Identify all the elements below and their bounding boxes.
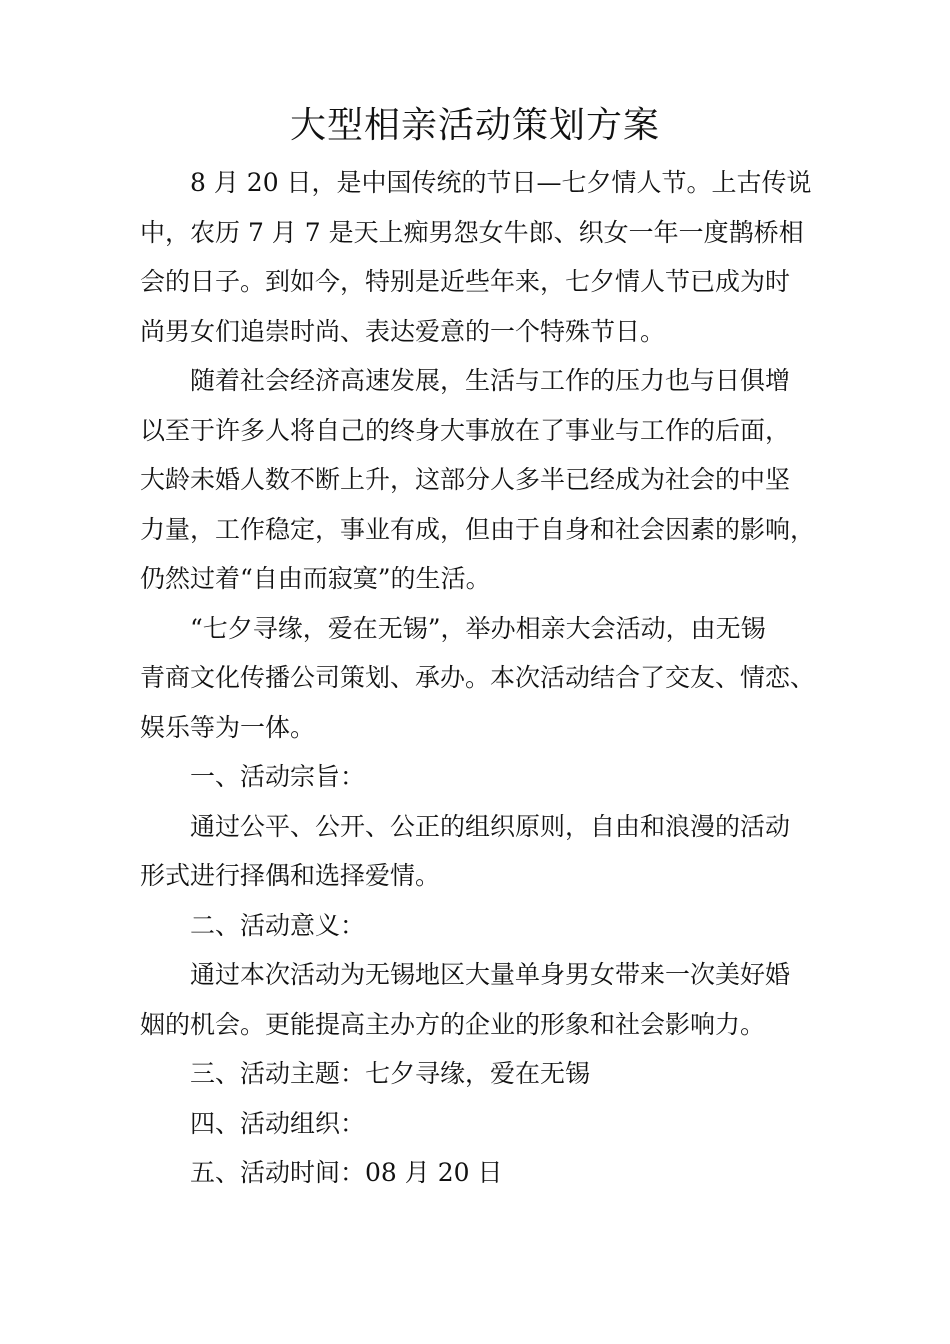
text-line: 大龄未婚人数不断上升，这部分人多半已经成为社会的中坚: [140, 465, 791, 494]
paragraph-background: [140, 356, 830, 604]
text-line: 三、活动主题：七夕寻缘，爱在无锡: [190, 1059, 591, 1088]
text-line: 会的日子。到如今，特别是近些年来，七夕情人节已成为时: [140, 267, 791, 296]
paragraph-intro: [140, 158, 830, 356]
document-title: 大型相亲活动策划方案: [289, 105, 660, 146]
text-line: 中，农历 7 月 7 是天上痴男怨女牛郎、织女一年一度鹊桥相: [140, 217, 804, 247]
section-heading-purpose: [140, 752, 830, 802]
section-heading-theme: [140, 1049, 830, 1099]
text-line: 8 月 20 日，是中国传统的节日—七夕情人节。上古传说: [190, 168, 812, 197]
text-line: 二、活动意义：: [190, 910, 366, 940]
text-line: 尚男女们追崇时尚、表达爱意的一个特殊节日。: [140, 316, 666, 346]
text-line: 娱乐等为一体。: [140, 712, 316, 742]
text-line: 以至于许多人将自己的终身大事放在了事业与工作的后面，: [140, 415, 791, 445]
text-line: 五、活动时间：08 月 20 日: [190, 1158, 503, 1187]
text-line: “七夕寻缘，爱在无锡”，举办相亲大会活动，由无锡: [190, 613, 766, 643]
text-line: 通过本次活动为无锡地区大量单身男女带来一次美好婚: [190, 960, 791, 989]
paragraph-significance: [140, 950, 830, 1049]
section-heading-time: [140, 1148, 830, 1198]
paragraph-event-intro: [140, 604, 830, 753]
text-line: 姻的机会。更能提高主办方的企业的形象和社会影响力。: [140, 1009, 766, 1039]
text-line: 青商文化传播公司策划、承办。本次活动结合了交友、情恋、: [140, 663, 816, 692]
text-line: 四、活动组织：: [190, 1108, 366, 1138]
text-line: 力量，工作稳定，事业有成，但由于自身和社会因素的影响，: [140, 514, 816, 544]
text-line: 一、活动宗旨：: [190, 762, 366, 791]
text-line: 通过公平、公开、公正的组织原则，自由和浪漫的活动: [190, 811, 791, 841]
text-line: 随着社会经济高速发展，生活与工作的压力也与日俱增: [190, 366, 791, 395]
section-heading-significance: [140, 901, 830, 951]
paragraph-purpose: [140, 802, 830, 901]
document-body: [140, 158, 830, 1198]
text-line: 形式进行择偶和选择爱情。: [140, 861, 441, 890]
section-heading-organization: [140, 1099, 830, 1149]
text-line: 仍然过着“自由而寂寞”的生活。: [140, 564, 491, 593]
